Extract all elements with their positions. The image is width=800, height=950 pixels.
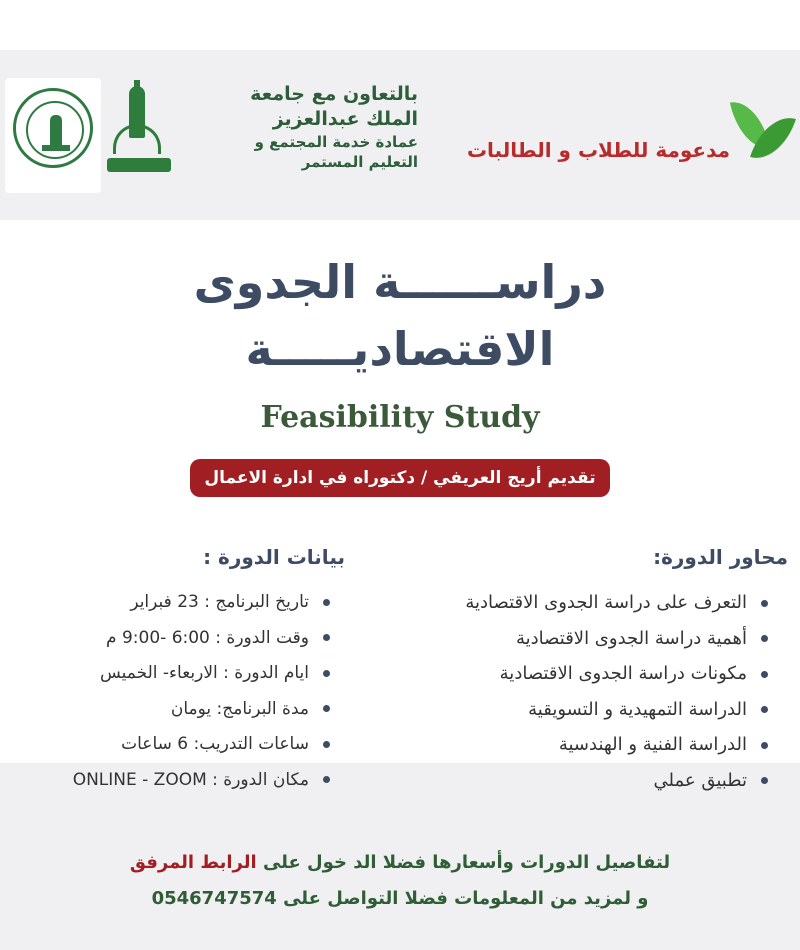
bullet-icon [761,600,768,607]
bullet-icon [761,742,768,749]
bullet-icon [323,705,330,712]
list-item: ساعات التدريب: 6 ساعات [73,727,330,763]
bullet-icon [323,776,330,783]
bullet-icon [761,671,768,678]
cooperation-text [190,82,418,172]
footer-line2: و لمزيد من المعلومات فضلا التواصل على 0546747574 [151,888,649,909]
bullet-icon [761,777,768,784]
list-item: وقت الدورة : 6:00 -9:00 م [73,621,330,657]
list-item: الدراسة التمهيدية و التسويقية [465,692,768,728]
list-item: تاريخ البرنامج : 23 فبراير [73,585,330,621]
presenter-badge: تقديم أريج العريفي / دكتوراه في ادارة الاعمال [190,459,610,497]
seal-icon [13,88,93,168]
bullet-icon [761,706,768,713]
details-heading: بيانات الدورة : [203,545,345,569]
list-item: تطبيق عملي [465,763,768,799]
attached-link-text[interactable]: الرابط المرفق [129,852,257,873]
list-item: مكونات دراسة الجدوى الاقتصادية [465,656,768,692]
topics-list [465,585,768,798]
bullet-icon [323,741,330,748]
course-title-line2: الاقتصاديـــــة [245,322,555,376]
footer-text: لتفاصيل الدورات وأسعارها فضلا الد خول على [256,852,671,873]
details-list [73,585,330,798]
bullet-icon [323,634,330,641]
university-tower-icon [103,80,175,184]
community-service-logo [5,78,101,193]
cooperation-line: التعليم المستمر [301,153,418,171]
list-item: مدة البرنامج: يومان [73,692,330,728]
course-title-line1: دراســــــة الجدوى [193,255,607,309]
sponsor-text: مدعومة للطلاب و الطالبات [466,138,730,162]
leaf-icon [733,95,795,167]
topics-heading: محاور الدورة: [653,545,788,569]
list-item: مكان الدورة : ONLINE - ZOOM [73,763,330,799]
footer-line1 [0,852,800,873]
bullet-icon [323,670,330,677]
list-item: الدراسة الفنية و الهندسية [465,727,768,763]
course-subtitle: Feasibility Study [260,400,540,435]
cooperation-line: بالتعاون مع جامعة [250,83,418,105]
list-item: التعرف على دراسة الجدوى الاقتصادية [465,585,768,621]
cooperation-line: الملك عبدالعزيز [272,108,418,130]
list-item: أهمية دراسة الجدوى الاقتصادية [465,621,768,657]
bullet-icon [761,635,768,642]
list-item: ايام الدورة : الاربعاء- الخميس [73,656,330,692]
cooperation-line: عمادة خدمة المجتمع و [254,133,418,151]
bullet-icon [323,599,330,606]
